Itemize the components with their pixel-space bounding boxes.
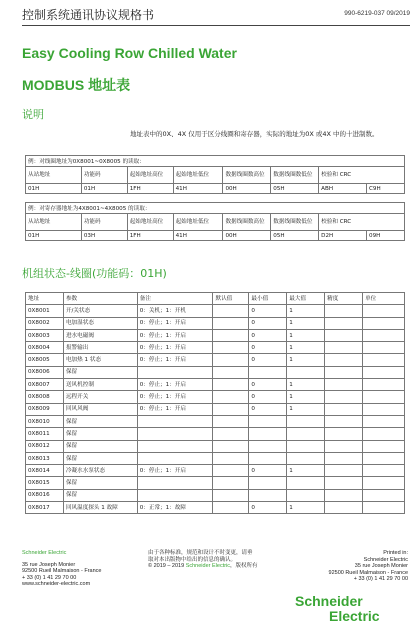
table-cell bbox=[363, 477, 405, 489]
table-cell bbox=[249, 415, 287, 427]
example-header: 起始地址低位 bbox=[173, 214, 223, 231]
document-subtitle: MODBUS 地址表 bbox=[22, 77, 131, 93]
column-header: 备注 bbox=[137, 293, 213, 305]
table-cell bbox=[363, 452, 405, 464]
table-cell bbox=[137, 452, 213, 464]
table-cell bbox=[213, 329, 249, 341]
table-cell bbox=[249, 366, 287, 378]
table-cell bbox=[213, 465, 249, 477]
table-cell: 0 bbox=[249, 391, 287, 403]
table-cell: 1 bbox=[287, 317, 325, 329]
table-cell bbox=[325, 366, 363, 378]
section-heading-description: 说明 bbox=[22, 108, 44, 121]
footer-phone: + 33 (0) 1 41 29 70 00 bbox=[22, 574, 77, 581]
table-cell: 0 bbox=[249, 342, 287, 354]
table-row bbox=[26, 502, 405, 514]
table-cell bbox=[363, 379, 405, 391]
table-cell: 0：停止；1：开启 bbox=[137, 379, 213, 391]
table-cell bbox=[213, 317, 249, 329]
example-header: 起始地址低位 bbox=[173, 167, 223, 184]
example-header: 数据线圈数低位 bbox=[271, 214, 319, 231]
footer-address-line: Schneider Electric bbox=[363, 556, 408, 563]
example-cell: 41H bbox=[173, 231, 223, 241]
table-cell bbox=[287, 477, 325, 489]
table-cell bbox=[363, 354, 405, 366]
table-cell: 0X8002 bbox=[26, 317, 64, 329]
column-header: 地址 bbox=[26, 293, 64, 305]
table-header-row bbox=[26, 293, 405, 305]
table-cell bbox=[213, 502, 249, 514]
table-cell: 1 bbox=[287, 342, 325, 354]
example-cell: 05H bbox=[271, 231, 319, 241]
table-cell: 0 bbox=[249, 329, 287, 341]
column-header: 参数 bbox=[63, 293, 137, 305]
table-row bbox=[26, 440, 405, 452]
table-row bbox=[26, 415, 405, 427]
example-header: 从站地址 bbox=[26, 214, 82, 231]
table-cell: 1 bbox=[287, 379, 325, 391]
table-cell bbox=[363, 329, 405, 341]
table-cell bbox=[249, 440, 287, 452]
table-cell bbox=[325, 452, 363, 464]
table-cell bbox=[137, 415, 213, 427]
table-cell: 进水电磁阀 bbox=[63, 329, 137, 341]
example-cell: 00H bbox=[223, 184, 271, 194]
column-header: 最小值 bbox=[249, 293, 287, 305]
table-cell: 0X8010 bbox=[26, 415, 64, 427]
example-cell: 03H bbox=[81, 231, 127, 241]
example-header: 数据线圈数低位 bbox=[271, 167, 319, 184]
table-cell bbox=[363, 465, 405, 477]
table-cell bbox=[213, 366, 249, 378]
table-cell bbox=[363, 502, 405, 514]
table-cell bbox=[325, 329, 363, 341]
table-cell bbox=[325, 502, 363, 514]
table-cell bbox=[213, 403, 249, 415]
table-cell bbox=[213, 305, 249, 317]
table-cell: 0X8008 bbox=[26, 391, 64, 403]
table-cell bbox=[137, 440, 213, 452]
table-row bbox=[26, 342, 405, 354]
table-cell: 0X8009 bbox=[26, 403, 64, 415]
example-header: 校验和 CRC bbox=[319, 167, 405, 184]
table-cell: 0X8016 bbox=[26, 489, 64, 501]
example-cell: 09H bbox=[367, 231, 405, 241]
table-cell bbox=[249, 477, 287, 489]
table-cell bbox=[363, 342, 405, 354]
table-cell bbox=[325, 391, 363, 403]
table-cell: 1 bbox=[287, 305, 325, 317]
table-cell bbox=[249, 452, 287, 464]
table-cell: 0X8005 bbox=[26, 354, 64, 366]
table-row bbox=[26, 477, 405, 489]
table-cell: 0X8003 bbox=[26, 329, 64, 341]
table-cell: 远程开关 bbox=[63, 391, 137, 403]
table-cell: 冷凝水水泵状态 bbox=[63, 465, 137, 477]
footer-printed-in: Printed in: bbox=[383, 550, 408, 556]
table-cell: 0X8012 bbox=[26, 440, 64, 452]
table-cell bbox=[363, 305, 405, 317]
table-cell bbox=[363, 366, 405, 378]
column-header: 单位 bbox=[363, 293, 405, 305]
document-title: Easy Cooling Row Chilled Water bbox=[22, 45, 237, 61]
table-cell: 0 bbox=[249, 502, 287, 514]
table-cell bbox=[249, 428, 287, 440]
table-cell: 0X8017 bbox=[26, 502, 64, 514]
table-cell: 0X8007 bbox=[26, 379, 64, 391]
table-row bbox=[26, 428, 405, 440]
table-cell: 0：停止；1：开启 bbox=[137, 329, 213, 341]
table-cell bbox=[325, 354, 363, 366]
table-cell: 保留 bbox=[63, 477, 137, 489]
example-caption: 例：对线圈地址为0X8001~0X8005 的读取： bbox=[26, 156, 405, 167]
example-cell: 00H bbox=[223, 231, 271, 241]
table-cell: 保留 bbox=[63, 415, 137, 427]
example-cell: D2H bbox=[319, 231, 367, 241]
table-cell bbox=[213, 440, 249, 452]
table-row bbox=[26, 489, 405, 501]
example-header: 起始地址高位 bbox=[127, 167, 173, 184]
table-cell bbox=[363, 403, 405, 415]
table-cell bbox=[213, 428, 249, 440]
table-cell bbox=[213, 379, 249, 391]
table-cell: 0：停止；1：开启 bbox=[137, 342, 213, 354]
table-cell bbox=[325, 342, 363, 354]
table-cell bbox=[287, 366, 325, 378]
table-cell: 0：正常；1：故障 bbox=[137, 502, 213, 514]
table-cell: 1 bbox=[287, 403, 325, 415]
example-cell: 1FH bbox=[127, 184, 173, 194]
table-cell bbox=[325, 415, 363, 427]
table-cell bbox=[363, 317, 405, 329]
example-caption: 例：对寄存器地址为4X8001~4X8005 的读取： bbox=[26, 203, 405, 214]
example-cell: 05H bbox=[271, 184, 319, 194]
table-cell: 0 bbox=[249, 354, 287, 366]
table-cell bbox=[287, 440, 325, 452]
table-cell: 0X8006 bbox=[26, 366, 64, 378]
footer-middle bbox=[148, 550, 258, 570]
table-cell bbox=[213, 354, 249, 366]
table-cell bbox=[325, 465, 363, 477]
example-cell: C9H bbox=[367, 184, 405, 194]
example-header: 数据线圈数高位 bbox=[223, 167, 271, 184]
example-table-coils bbox=[25, 155, 405, 194]
footer-company: Schneider Electric bbox=[22, 550, 67, 556]
example-cell: ABH bbox=[319, 184, 367, 194]
table-cell: 1 bbox=[287, 502, 325, 514]
table-cell bbox=[287, 452, 325, 464]
footer-left bbox=[22, 550, 101, 588]
table-cell: 0：停止；1：开启 bbox=[137, 317, 213, 329]
logo-text-top: Schneider bbox=[295, 593, 363, 609]
logo-text-bottom: Electric bbox=[329, 608, 380, 624]
table-cell: 0：停止；1：开启 bbox=[137, 465, 213, 477]
example-table-registers bbox=[25, 202, 405, 241]
table-cell bbox=[249, 489, 287, 501]
table-row bbox=[26, 379, 405, 391]
footer-disclaimer-line: 由于各种标准，规范和设计不时变更，请垂 bbox=[148, 550, 253, 556]
page-header bbox=[22, 5, 410, 26]
example-cell: 41H bbox=[173, 184, 223, 194]
table-row bbox=[26, 391, 405, 403]
table-cell: 0 bbox=[249, 305, 287, 317]
footer-address-line: 35 rue Joseph Monier bbox=[354, 563, 408, 569]
table-cell bbox=[325, 379, 363, 391]
table-row bbox=[26, 305, 405, 317]
table-cell: 0：关机；1：开机 bbox=[137, 305, 213, 317]
footer-website: www.schneider-electric.com bbox=[22, 581, 91, 587]
table-cell: 1 bbox=[287, 465, 325, 477]
table-cell bbox=[213, 452, 249, 464]
table-cell: 1 bbox=[287, 329, 325, 341]
table-cell: 保留 bbox=[63, 452, 137, 464]
table-row bbox=[26, 403, 405, 415]
table-cell bbox=[213, 477, 249, 489]
table-cell bbox=[213, 342, 249, 354]
example-header: 功能码 bbox=[81, 167, 127, 184]
example-cell: 01H bbox=[81, 184, 127, 194]
document-code: 990-6219-037 09/2019 bbox=[344, 10, 410, 17]
example-cell: 01H bbox=[26, 184, 82, 194]
table-cell bbox=[137, 477, 213, 489]
table-cell bbox=[213, 415, 249, 427]
table-cell bbox=[363, 440, 405, 452]
table-row bbox=[26, 317, 405, 329]
table-row bbox=[26, 366, 405, 378]
table-cell bbox=[325, 428, 363, 440]
example-header: 功能码 bbox=[81, 214, 127, 231]
table-cell bbox=[287, 489, 325, 501]
footer-address-line: 35 rue Joseph Monier bbox=[22, 561, 76, 568]
example-cell: 01H bbox=[26, 231, 82, 241]
column-header: 精度 bbox=[325, 293, 363, 305]
table-cell: 0X8013 bbox=[26, 452, 64, 464]
table-cell: 0X8015 bbox=[26, 477, 64, 489]
table-cell: 送风机控制 bbox=[63, 379, 137, 391]
table-cell bbox=[325, 477, 363, 489]
table-row bbox=[26, 354, 405, 366]
table-cell: 0：停止；1：开启 bbox=[137, 391, 213, 403]
example-header: 从站地址 bbox=[26, 167, 82, 184]
example-cell: 1FH bbox=[127, 231, 173, 241]
table-cell: 开/关状态 bbox=[63, 305, 137, 317]
footer-phone: + 33 (0) 1 41 29 70 00 bbox=[353, 576, 408, 582]
table-cell bbox=[363, 415, 405, 427]
table-cell bbox=[325, 317, 363, 329]
example-header: 校验和 CRC bbox=[319, 214, 405, 231]
table-row bbox=[26, 452, 405, 464]
table-cell: 电加热 1 状态 bbox=[63, 354, 137, 366]
table-cell bbox=[325, 403, 363, 415]
table-cell bbox=[137, 428, 213, 440]
footer-address-line: 92500 Rueil Malmaison - France bbox=[22, 568, 102, 574]
table-cell: 0：停止；1：开启 bbox=[137, 403, 213, 415]
footer-right bbox=[329, 550, 408, 583]
table-cell bbox=[363, 391, 405, 403]
table-cell: 0 bbox=[249, 317, 287, 329]
table-cell bbox=[213, 391, 249, 403]
table-cell bbox=[287, 428, 325, 440]
table-cell: 0X8011 bbox=[26, 428, 64, 440]
table-cell: 报警输出 bbox=[63, 342, 137, 354]
table-cell: 保留 bbox=[63, 428, 137, 440]
table-cell bbox=[137, 489, 213, 501]
section-heading-unit-status: 机组状态-线圈(功能码：01H) bbox=[22, 267, 167, 280]
table-cell bbox=[325, 489, 363, 501]
example-header: 起始地址高位 bbox=[127, 214, 173, 231]
table-cell: 电加湿状态 bbox=[63, 317, 137, 329]
footer-address-line: 92500 Rueil Malmaison - France bbox=[328, 569, 408, 576]
coil-address-table bbox=[25, 292, 405, 514]
table-cell bbox=[137, 366, 213, 378]
table-cell bbox=[363, 489, 405, 501]
footer-copyright: © 2019 – 2019 Schneider Electric，版权所有 bbox=[148, 563, 258, 569]
table-cell bbox=[325, 305, 363, 317]
table-cell: 回风温度探头 1 故障 bbox=[63, 502, 137, 514]
column-header: 默认值 bbox=[213, 293, 249, 305]
table-row bbox=[26, 465, 405, 477]
table-cell: 保留 bbox=[63, 366, 137, 378]
schneider-electric-logo bbox=[295, 593, 407, 629]
table-cell bbox=[213, 489, 249, 501]
table-cell bbox=[325, 440, 363, 452]
table-cell bbox=[287, 415, 325, 427]
table-cell: 0X8001 bbox=[26, 305, 64, 317]
table-cell: 保留 bbox=[63, 489, 137, 501]
table-cell: 0X8014 bbox=[26, 465, 64, 477]
footer-disclaimer-line: 取对本出版物中给出的信息的确认。 bbox=[148, 556, 237, 563]
table-cell: 1 bbox=[287, 354, 325, 366]
table-cell: 1 bbox=[287, 391, 325, 403]
table-cell: 0 bbox=[249, 379, 287, 391]
table-row bbox=[26, 329, 405, 341]
table-cell: 0：停止；1：开启 bbox=[137, 354, 213, 366]
description-text: 地址表中的0X、4X 仅用于区分线圈和寄存器，实际的地址为0X 或4X 中的十进制数。 bbox=[130, 130, 379, 138]
table-cell: 回风风阀 bbox=[63, 403, 137, 415]
table-cell: 保留 bbox=[63, 440, 137, 452]
table-cell: 0 bbox=[249, 465, 287, 477]
table-body bbox=[26, 305, 405, 514]
table-cell: 0 bbox=[249, 403, 287, 415]
table-cell: 0X8004 bbox=[26, 342, 64, 354]
header-title: 控制系统通讯协议规格书 bbox=[22, 8, 155, 22]
table-cell bbox=[363, 428, 405, 440]
column-header: 最大值 bbox=[287, 293, 325, 305]
example-header: 数据线圈数高位 bbox=[223, 214, 271, 231]
